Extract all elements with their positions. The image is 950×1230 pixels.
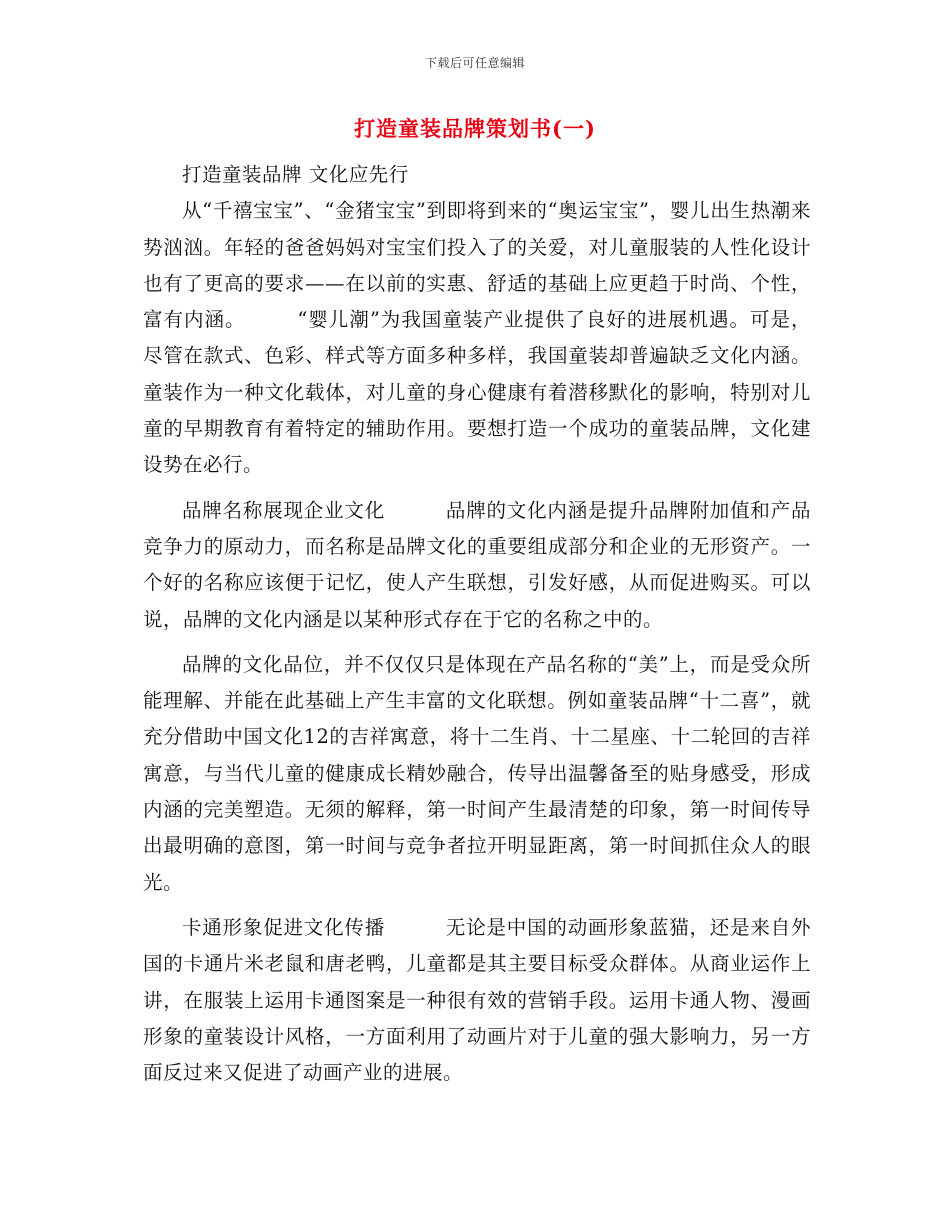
intro-paragraph: 从“千禧宝宝”、“金猪宝宝”到即将到来的“奥运宝宝”，婴儿出生热潮来势汹汹。年轻的爸爸妈妈对宝宝们投入了的关爱，对儿童服装的人性化设计也有了更高的要求——在以前的实惠、舒适的基础上应更趋于时尚、个性，富有内涵。 “婴儿潮”为我国童装产业提供了良好的进展机遇。可是，尽管在款式、色彩、样式等方面多种多样，我国童装却普遍缺乏文化内涵。童装作为一种文化载体，对儿童的身心健康有着潜移默化的影响，特别对儿童的早期教育有着特定的辅助作用。要想打造一个成功的童装品牌，文化建设势在必行。 bbox=[143, 199, 811, 477]
document-title: 打造童装品牌策划书(一) bbox=[354, 116, 596, 141]
cartoon-image-paragraph: 卡通形象促进文化传播 无论是中国的动画形象蓝猫，还是来自外国的卡通片米老鼠和唐老鸭，儿童都是其主要目标受众群体。从商业运作上讲，在服装上运用卡通图案是一种很有效的营销手段。运用卡通人物、漫画形象的童装设计风格，一方面利用了动画片对于儿童的强大影响力，另一方面反过来又促进了动画产业的进展。 bbox=[143, 915, 811, 1085]
brand-name-paragraph: 品牌名称展现企业文化 品牌的文化内涵是提升品牌附加值和产品竞争力的原动力，而名称是品牌文化的重要组成部分和企业的无形资产。一个好的名称应该便于记忆，使人产生联想，引发好感，从而促进购买。可以说，品牌的文化内涵是以某种形式存在于它的名称之中的。 bbox=[143, 498, 811, 631]
page-header-note: 下载后可任意编辑 bbox=[424, 56, 525, 70]
brand-culture-paragraph: 品牌的文化品位，并不仅仅只是体现在产品名称的“美”上，而是受众所能理解、并能在此基础上产生丰富的文化联想。例如童装品牌“十二喜”，就充分借助中国文化12的吉祥寓意，将十二生肖、十二星座、十二轮回的吉祥寓意，与当代儿童的健康成长精妙融合，传导出温馨备至的贴身感受，形成内涵的完美塑造。无须的解释，第一时间产生最清楚的印象，第一时间传导出最明确的意图，第一时间与竞争者拉开明显距离，第一时间抓住众人的眼光。 bbox=[143, 652, 811, 894]
document-body bbox=[143, 157, 811, 1091]
subtitle-paragraph: 打造童装品牌 文化应先行 bbox=[182, 163, 409, 186]
